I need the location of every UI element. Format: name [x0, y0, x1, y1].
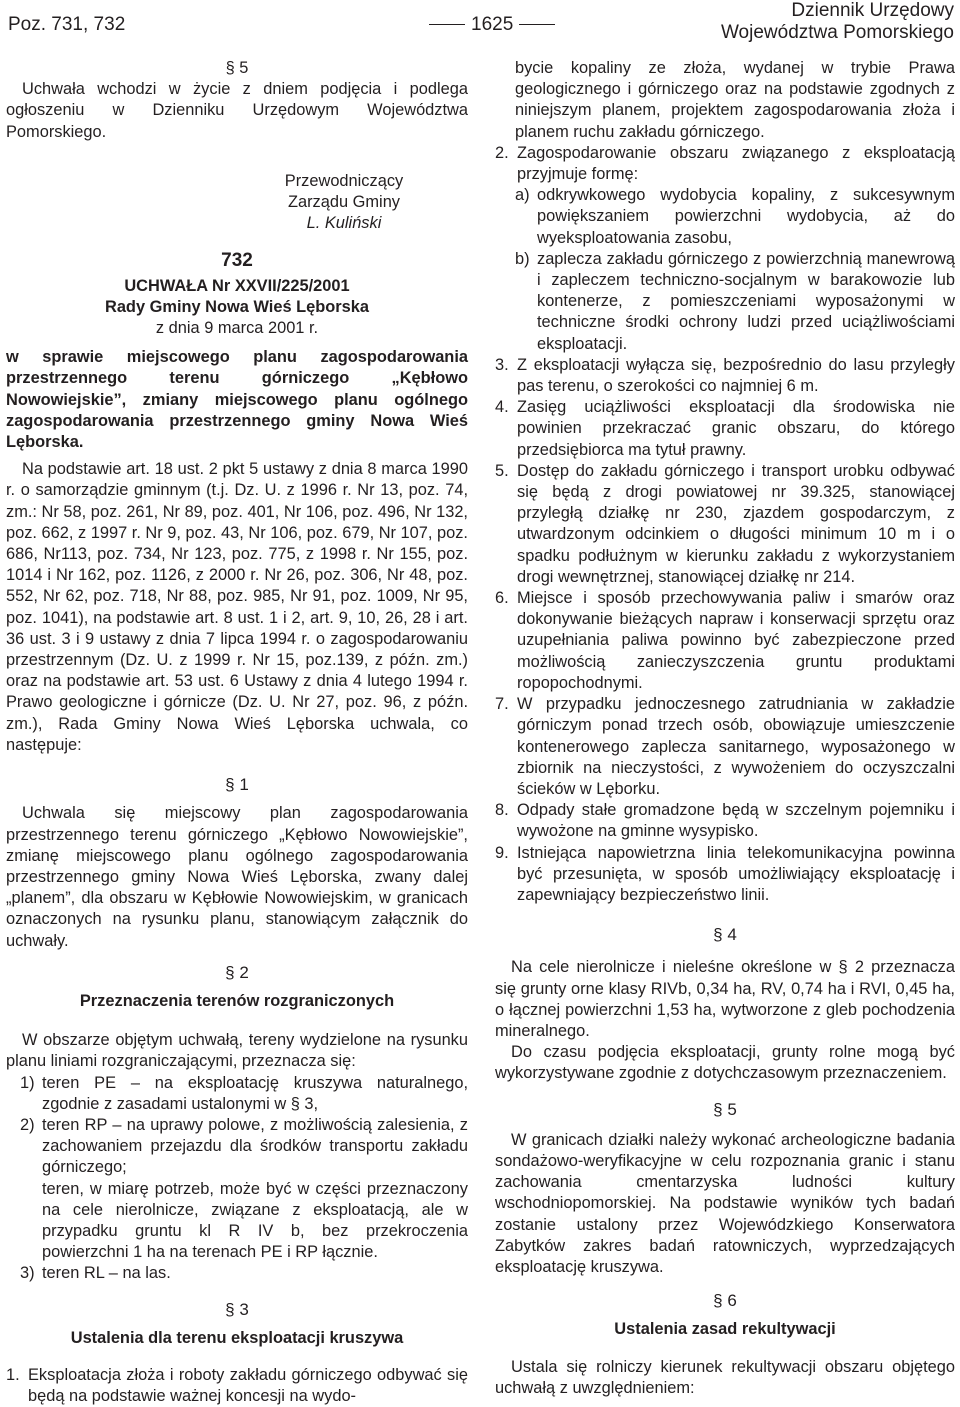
section-3-continuation: bycie kopaliny ze złoża, wydanej w trybie Prawa geologicznego i górniczego oraz na podstawie zgodnych z niniejszym planem, projektem zagospodarowania złoża i planem ruchu zakładu górniczego.: [515, 59, 955, 141]
list-item: [495, 355, 955, 397]
document-issuer: Rady Gminy Nowa Wieś Lęborska: [104, 297, 369, 316]
item-number: 2.: [495, 143, 509, 162]
list-item: [495, 588, 955, 694]
item-text: teren RP – na uprawy polowe, z możliwością zalesienia, z zachowaniem przejazdu dla środków transportu zakładu górniczego;: [42, 1115, 468, 1177]
item-text: Dostęp do zakładu górniczego i transport urobku odbywać się będą z drogi powiatowej nr 39.325, stanowiącej przyległą działkę nr 230, zjazdem gospodarczym, z utwardzonym odcinkiem o długości minimum 10 m i o spadku podłużnym w kierunku zakładu z wykorzystaniem drogi wewnętrznej, stanowiącej działkę nr 214.: [517, 461, 955, 586]
list-item: [20, 1263, 468, 1284]
list-item: [495, 694, 955, 800]
document-subject: w sprawie miejscowego planu zagospodarowania przestrzennego terenu górniczego „Kębłowo Nowowiejskie”, zmiany miejscowego planu ogólnego zagospodarowania przestrzennego gminy Nowa Wieś Lęborska.: [6, 348, 468, 452]
dash-left: [429, 24, 465, 25]
section-5-heading: § 5: [225, 59, 249, 77]
section-1-text: Uchwala się miejscowy plan zagospodarowania przestrzennego terenu górniczego „Kębłowo Nowowiejskie”, zmianę miejscowego planu ogólnego zagospodarowania przestrzennego gminy Nowa Wieś Lęborska, zwany dalej „planem”, dla obszaru w Kębłowie Nowowiejskim, w granicach oznaczonych na rysunku planu, stanowiącym załącznik do uchwały.: [6, 804, 468, 950]
item-number: 3.: [495, 355, 509, 374]
list-item: [6, 1365, 468, 1407]
signature-body: Zarządu Gminy: [287, 193, 401, 212]
document-date: z dnia 9 marca 2001 r.: [155, 319, 319, 338]
item-text: teren RL – na las.: [42, 1264, 171, 1283]
item-text: W przypadku jednoczesnego zatrudniania w zakładzie górniczym ponad trzech osób, obowiązuje umieszczenie kontenerowego zaplecza sanitarnego, wyposażonego w zbiornik na nieczystości, z wywożeniem do oczyszczalni ścieków w Lęborku.: [517, 695, 955, 798]
item-text: Zasięg uciążliwości eksploatacji dla środowiska nie powinien przekraczać granic obszaru, do którego przedsiębiorca ma tytuł prawny.: [517, 398, 955, 459]
page-number-line: [423, 14, 561, 36]
item-text: Miejsce i sposób przechowywania paliw i smarów oraz dokonywanie bieżących napraw i konserwacji sprzętu oraz uzupełniania paliwa powinno być zabezpieczone przed możliwością zanieczyszczenia gruntu produktami ropopochodnymi.: [517, 589, 955, 692]
section-1-heading: § 1: [225, 775, 249, 795]
item-number: 4.: [495, 398, 509, 417]
item-text: Odpady stałe gromadzone będą w szczelnym pojemniku i wywożone na gminne wysypisko.: [517, 801, 955, 841]
section-2-intro: W obszarze objętym uchwałą, tereny wydzielone na rysunku planu liniami rozgraniczającymi, przeznacza się:: [6, 1031, 468, 1071]
section-4-paragraph-2: Do czasu podjęcia eksploatacji, grunty rolne mogą być wykorzystywane zgodnie z dotychczasowym przeznaczeniem.: [495, 1043, 955, 1083]
item-text: zaplecza zakładu górniczego z powierzchnią manewrową i zapleczem techniczno-socjalnym w barakowozie lub kontenerze, z pomieszczeniami wyposażonymi w techniczne środki ochrony ludzi przed uciążliwościami eksploatacji.: [537, 249, 955, 353]
section-6-heading: § 6: [713, 1291, 737, 1311]
sub-list: [515, 185, 955, 355]
item-text: teren PE – na eksploatację kruszywa naturalnego, zgodnie z zasadami ustalonymi w § 3,: [42, 1073, 468, 1113]
item-number: 5.: [495, 461, 509, 480]
item-letter: a): [515, 186, 530, 205]
section-3-list: [6, 1365, 468, 1407]
item-number: 3): [20, 1264, 35, 1283]
item-number: 2): [20, 1115, 35, 1134]
list-item: [20, 1073, 468, 1115]
page-header: [0, 0, 960, 46]
item-number: 7.: [495, 695, 509, 714]
signature-role: Przewodniczący: [284, 171, 404, 190]
left-column: [6, 58, 468, 1407]
section-4-heading: § 4: [713, 925, 737, 945]
item-letter: b): [515, 249, 530, 268]
item-number: 1.: [6, 1365, 20, 1384]
item-text: Istniejąca napowietrzna linia telekomunikacyjna powinna być przesunięta, w sposób umożliwiający eksploatację i zapewniający bezpieczeństwo linii.: [517, 843, 955, 904]
journal-title-line2: Województwa Pomorskiego: [720, 22, 954, 43]
position-reference: Poz. 731, 732: [8, 14, 126, 35]
section-4-paragraph-1: Na cele nierolnicze i nieleśne określone w § 2 przeznacza się grunty orne klasy RIVb, 0,34 ha, RV, 0,74 ha i RVI, 0,45 ha, o łącznej powierzchni 1,53 ha, wytworzone z gleb pochodzenia mineralnego.: [495, 958, 955, 1040]
item-number: 9.: [495, 843, 509, 862]
item-text: Eksploatacja złoża i roboty zakładu górniczego odbywać się będą na podstawie ważnej koncesji na wydo-: [28, 1365, 468, 1406]
dash-right: [519, 24, 555, 25]
section-2-heading: § 2: [225, 962, 249, 982]
preamble: Na podstawie art. 18 ust. 2 pkt 5 ustawy z dnia 8 marca 1990 r. o samorządzie gminnym (t.j. Dz. U. z 1996 r. Nr 13, poz. 74, zm.: Nr 58, poz. 261, Nr 89, poz. 401, Nr 106, poz. 496, Nr 132, poz. 662, z 1997 r. Nr 9, poz. 43, Nr 106, poz. 679, Nr 107, poz. 686, Nr113, poz. 734, Nr 123, poz. 775, z 1998 r. Nr 155, poz. 1014 i Nr 162, poz. 1126, z 2000 r. Nr 26, poz. 306, Nr 48, poz. 552, Nr 62, poz. 718, Nr 88, poz. 985, Nr 91, poz. 1009, Nr 95, poz. 1041), na podstawie art. 8 ust. 1 i 2, art. 9, 10, 26, 28 i art. 36 ust. 3 i 9 ustawy z dnia 7 lipca 1994 r. o zagospodarowaniu przestrzennym (Dz. U. z 1999 r. Nr 15, poz.139, z późn. zm.) oraz na podstawie art. 53 ust. 6 Ustawy z dnia 4 lutego 1994 r. Prawo geologiczne i górnicze (Dz. U. Nr 27, poz. 96, z późn. zm.), Rada Gminy Nowa Wieś Lęborska uchwala, co następuje:: [6, 460, 468, 754]
section-6-title: Ustalenia zasad rekultywacji: [614, 1320, 836, 1339]
document-title: UCHWAŁA Nr XXVII/225/2001: [124, 276, 350, 295]
section-5-text: Uchwała wchodzi w życie z dniem podjęcia i podlega ogłoszeniu w Dzienniku Urzędowym Województwa Pomorskiego.: [6, 80, 468, 141]
item-number: 1): [20, 1073, 35, 1092]
item-text: Z eksploatacji wyłącza się, bezpośrednio do lasu przyległy pas terenu, o szerokości co najmniej 6 m.: [517, 355, 955, 396]
item-text: odkrywkowego wydobycia kopaliny, z sukcesywnym powiększaniem powierzchni wydobycia, aż do wyeksploatowania zasobu,: [537, 186, 955, 247]
section-5-text-right: W granicach działki należy wykonać archeologiczne badania sondażowo-weryfikacyjne w celu rozpoznania granic i stanu zachowania cmentarzyska ludności kultury wschodniopomorskiej. Na podstawie wyników tych badań zostanie ustalony przez Wojewódzkiego Konserwatora Zabytków zakres badań ratowniczych, wyprzedzających eksploatację kruszywa.: [495, 1130, 955, 1276]
document-number: 732: [221, 250, 253, 272]
section-3-title: Ustalenia dla terenu eksploatacji kruszywa: [70, 1328, 404, 1347]
journal-title: [721, 0, 954, 44]
right-column: [495, 58, 955, 1399]
item-text: teren, w miarę potrzeb, może być w części przeznaczony na cele nierolnicze, związane z eksploatacją, ale w przypadku gruntu kl R IV b, bez przekroczenia powierzchni 1 ha na terenach PE i RP łącznie.: [42, 1179, 468, 1262]
list-item: [495, 461, 955, 588]
signature-name: L. Kuliński: [306, 214, 382, 233]
section-6-text: Ustala się rolniczy kierunek rekultywacji obszaru objętego uchwałą z uwzględnieniem:: [495, 1357, 955, 1397]
section-3-heading: § 3: [225, 1299, 249, 1319]
signature-block: [274, 171, 414, 235]
sub-list-item: [515, 185, 955, 249]
page-number: 1625: [471, 14, 514, 35]
section-2-list: [6, 1073, 468, 1285]
list-item: [495, 843, 955, 907]
section-3-list-continued: [495, 143, 955, 906]
journal-title-line1: Dziennik Urzędowy: [791, 0, 954, 21]
item-number: 6.: [495, 589, 509, 608]
sub-list-item: [515, 249, 955, 355]
item-text: Zagospodarowanie obszaru związanego z eksploatacją przyjmuje formę:: [517, 143, 955, 184]
list-item: [495, 397, 955, 461]
list-item: [495, 800, 955, 842]
list-item: [20, 1115, 468, 1179]
item-number: 8.: [495, 801, 509, 820]
list-item: [20, 1179, 468, 1264]
section-2-title: Przeznaczenia terenów rozgraniczonych: [79, 991, 395, 1010]
list-item: [495, 143, 955, 355]
section-5-heading-right: § 5: [713, 1099, 737, 1119]
